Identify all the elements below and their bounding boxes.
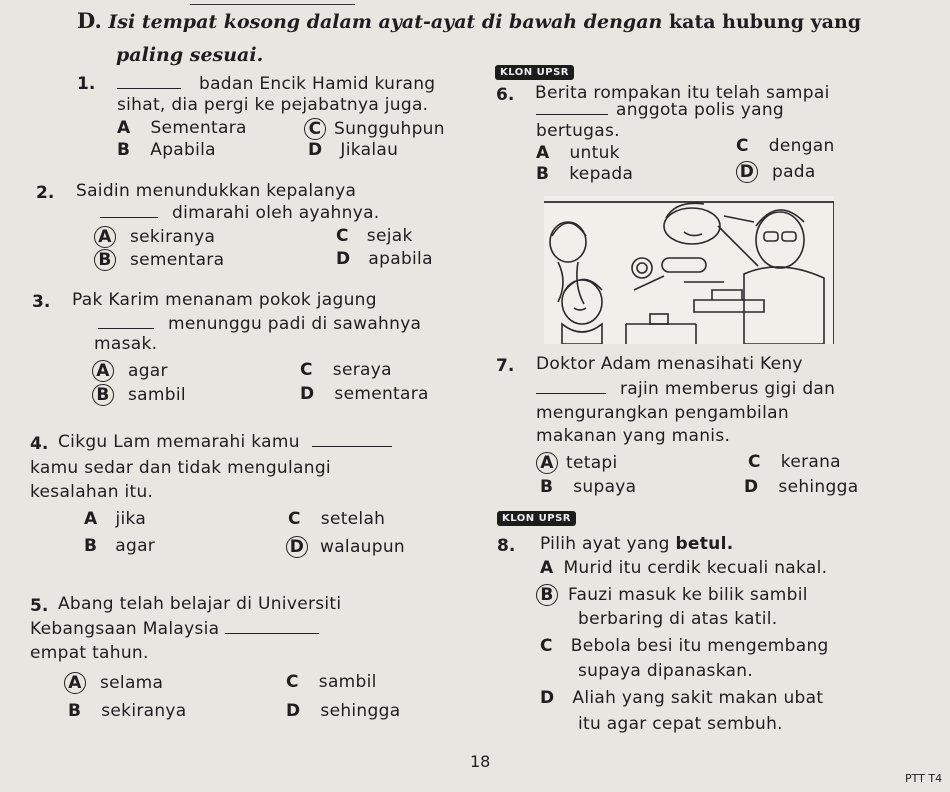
question-7-line1: Doktor Adam menasihati Keny — [536, 354, 803, 374]
question-number: 2. — [36, 183, 55, 203]
dentist-illustration — [544, 196, 834, 344]
option-b[interactable]: B agar — [84, 536, 156, 556]
option-a[interactable]: A tetapi — [540, 452, 618, 474]
option-c-line2: supaya dipanaskan. — [578, 661, 754, 681]
option-c[interactable]: C kerana — [748, 452, 841, 472]
question-3-line3: masak. — [94, 334, 158, 354]
question-6-line3: bertugas. — [536, 121, 620, 141]
option-d[interactable]: D Jikalau — [308, 140, 399, 160]
option-a[interactable]: A untuk — [536, 143, 620, 163]
page-number: 18 — [470, 752, 491, 771]
option-d[interactable]: D pada — [740, 161, 816, 183]
option-b[interactable]: B sekiranya — [68, 701, 187, 721]
question-number: 5. — [30, 596, 49, 616]
option-b[interactable]: B supaya — [540, 477, 637, 497]
option-b[interactable]: B sambil — [96, 384, 186, 406]
instruction-text: Isi tempat kosong dalam ayat-ayat di bawah dengan — [108, 11, 663, 33]
option-c[interactable]: C dengan — [736, 136, 835, 156]
question-number: 4. — [30, 434, 49, 454]
question-7-line3: mengurangkan pengambilan — [536, 403, 789, 423]
section-heading — [77, 8, 861, 33]
option-a[interactable]: A Sementara — [117, 118, 247, 138]
question-number: 8. — [497, 536, 516, 556]
question-4-line1: Cikgu Lam memarahi kamu — [58, 432, 392, 452]
question-1-line1: badan Encik Hamid kurang — [117, 74, 435, 94]
option-d-line2: itu agar cepat sembuh. — [578, 714, 783, 734]
question-number: 6. — [496, 85, 515, 105]
instruction-bold: kata hubung yang — [668, 11, 862, 33]
option-d[interactable]: D sehingga — [286, 701, 401, 721]
question-8-prompt: Pilih ayat yang betul. — [540, 534, 734, 554]
question-5-line1: Abang telah belajar di Universiti — [58, 594, 342, 614]
question-5-line2: Kebangsaan Malaysia — [30, 619, 319, 639]
option-d[interactable]: D apabila — [336, 249, 433, 269]
option-d[interactable]: D Aliah yang sakit makan ubat — [540, 688, 824, 708]
question-2-line2: dimarahi oleh ayahnya. — [100, 203, 380, 223]
question-6-line2: anggota polis yang — [536, 100, 784, 120]
option-a[interactable]: A sekiranya — [98, 226, 215, 248]
option-c[interactable]: C Sungguhpun — [308, 118, 445, 140]
option-c[interactable]: C sejak — [336, 226, 413, 246]
page-code: PTT T4 — [905, 772, 943, 785]
klon-upsr-badge: KLON UPSR — [495, 65, 574, 80]
question-2-line1: Saidin menundukkan kepalanya — [76, 181, 357, 201]
option-b-line2: berbaring di atas katil. — [578, 609, 778, 629]
question-4-line3: kesalahan itu. — [30, 482, 154, 502]
option-b[interactable]: B sementara — [98, 249, 224, 271]
klon-upsr-badge: KLON UPSR — [497, 511, 576, 526]
option-d[interactable]: D sehingga — [744, 477, 859, 497]
question-5-line3: empat tahun. — [30, 643, 149, 663]
question-3-line1: Pak Karim menanam pokok jagung — [72, 290, 377, 310]
question-3-line2: menunggu padi di sawahnya — [98, 314, 421, 334]
instruction-line2: paling sesuai. — [116, 44, 264, 66]
option-a[interactable]: A jika — [84, 509, 147, 529]
dentist-scene-icon — [544, 196, 834, 344]
option-c[interactable]: C Bebola besi itu mengembang — [540, 636, 829, 656]
option-a[interactable]: A agar — [96, 360, 168, 382]
option-a[interactable]: A selama — [68, 672, 163, 694]
question-4-line2: kamu sedar dan tidak mengulangi — [30, 458, 331, 478]
question-6-line1: Berita rompakan itu telah sampai — [535, 83, 830, 103]
section-letter: D. — [77, 8, 102, 33]
question-1-line2: sihat, dia pergi ke pejabatnya juga. — [117, 95, 429, 115]
question-7-line4: makanan yang manis. — [536, 426, 731, 446]
top-rule — [190, 4, 355, 5]
question-number: 1. — [77, 74, 96, 94]
question-7-line2: rajin memberus gigi dan — [536, 379, 835, 399]
option-c[interactable]: C sambil — [286, 672, 377, 692]
question-number: 7. — [496, 356, 515, 376]
option-d[interactable]: D walaupun — [290, 536, 405, 558]
option-c[interactable]: C setelah — [288, 509, 386, 529]
option-b[interactable]: B kepada — [536, 164, 634, 184]
option-d[interactable]: D sementara — [300, 384, 429, 404]
option-a[interactable]: A Murid itu cerdik kecuali nakal. — [540, 558, 828, 578]
option-b[interactable]: B Fauzi masuk ke bilik sambil — [540, 584, 808, 606]
option-b[interactable]: B Apabila — [117, 140, 216, 160]
question-number: 3. — [32, 292, 51, 312]
option-c[interactable]: C seraya — [300, 360, 392, 380]
